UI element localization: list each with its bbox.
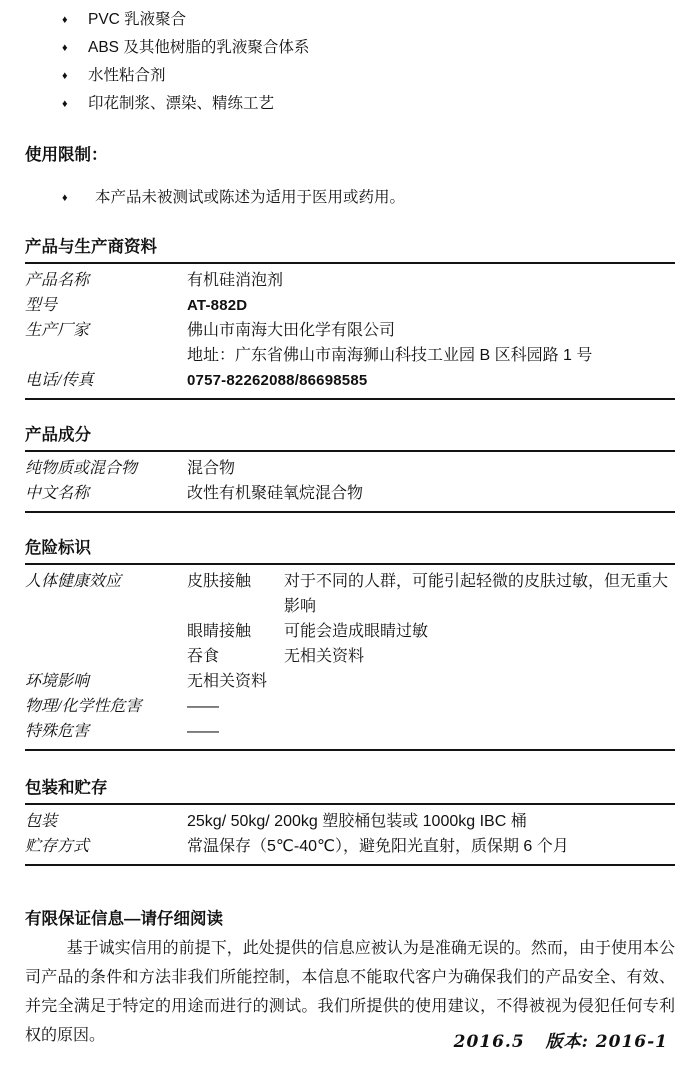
row-value: 无相关资料 [187, 673, 268, 690]
row-label: 生产厂家 [25, 322, 90, 339]
list-item-text: ABS 及其他树脂的乳液聚合体系 [88, 39, 310, 56]
diamond-bullet-icon: ♦ [62, 42, 68, 54]
row-label: 物理/化学性危害 [25, 698, 142, 715]
table-row [25, 809, 675, 834]
table-row [25, 368, 675, 393]
row-sublabel: 吞食 [187, 648, 220, 665]
row-value: 有机硅消泡剂 [187, 272, 284, 289]
list-item [25, 34, 675, 62]
diamond-bullet-icon: ♦ [62, 70, 68, 82]
manufacturer-name: 佛山市南海大田化学有限公司 [187, 322, 396, 339]
table-row [25, 569, 675, 619]
list-item-text: 水性粘合剂 [88, 67, 166, 84]
list-item [25, 62, 675, 90]
table-row [25, 268, 675, 293]
row-label: 人体健康效应 [25, 573, 122, 590]
table-row [25, 834, 675, 859]
table-row [25, 318, 675, 368]
row-description: 对于不同的人群，可能引起轻微的皮肤过敏，但无重大影响 [284, 573, 669, 615]
row-value [187, 318, 675, 368]
section-heading: 危险标识 [25, 537, 675, 565]
table-row [25, 293, 675, 318]
version-footer [454, 1027, 668, 1052]
row-label: 中文名称 [25, 485, 90, 502]
row-label: 电话/传真 [25, 372, 94, 389]
row-value: AT-882D [187, 297, 248, 314]
row-label: 型号 [25, 297, 58, 314]
row-value: 25kg/ 50kg/ 200kg 塑胶桶包装或 1000kg IBC 桶 [187, 813, 527, 830]
section-composition [25, 424, 675, 513]
table-row [25, 619, 675, 644]
row-description: 无相关资料 [284, 648, 365, 665]
diamond-bullet-icon: ♦ [62, 192, 68, 204]
table-row [25, 719, 675, 744]
table-row [25, 694, 675, 719]
section-product-info [25, 236, 675, 400]
row-value: 常温保存（5℃-40℃），避免阳光直射，质保期 6 个月 [187, 838, 569, 855]
section-packaging [25, 777, 675, 866]
section-heading: 包装和贮存 [25, 777, 675, 805]
section-heading: 产品与生产商资料 [25, 236, 675, 264]
manufacturer-address: 地址：广东省佛山市南海狮山科技工业园 B 区科园路 1 号 [187, 347, 593, 364]
footer-version: 版本: 2016-1 [545, 1032, 668, 1052]
application-list [25, 4, 675, 118]
row-label: 环境影响 [25, 673, 90, 690]
row-label: 贮存方式 [25, 838, 90, 855]
table-row [25, 481, 675, 506]
row-label: 产品名称 [25, 272, 90, 289]
row-label: 纯物质或混合物 [25, 460, 138, 477]
list-item-text: PVC 乳液聚合 [88, 11, 187, 28]
warranty-heading: 有限保证信息—请仔细阅读 [25, 910, 223, 928]
row-label: 包装 [25, 813, 58, 830]
list-item-text: 印花制浆、漂染、精练工艺 [88, 95, 275, 112]
usage-restriction-item [25, 184, 675, 212]
row-value: 改性有机聚硅氧烷混合物 [187, 485, 364, 502]
usage-restriction-text: 本产品未被测试或陈述为适用于医用或药用。 [95, 189, 406, 206]
row-value: —— [187, 723, 219, 740]
footer-date: 2016.5 [453, 1032, 525, 1052]
diamond-bullet-icon: ♦ [62, 14, 68, 26]
diamond-bullet-icon: ♦ [62, 98, 68, 110]
table-row [25, 669, 675, 694]
table-row [25, 644, 675, 669]
warranty-paragraph: 基于诚实信用的前提下，此处提供的信息应被认为是准确无误的。然而，由于使用本公司产品的条件和方法非我们所能控制，本信息不能取代客户为确保我们的产品安全、有效、并完全满足于特定的用途而进行的测试。我们所提供的使用建议，不得被视为侵犯任何专利权的原因。 [25, 940, 675, 1044]
row-value: 混合物 [187, 460, 236, 477]
section-heading: 产品成分 [25, 424, 675, 452]
usage-restriction-heading: 使用限制： [25, 146, 108, 164]
section-hazard [25, 537, 675, 751]
row-value: —— [187, 698, 219, 715]
row-description: 可能会造成眼睛过敏 [284, 623, 429, 640]
list-item [25, 90, 675, 118]
row-sublabel: 皮肤接触 [187, 573, 252, 590]
row-sublabel: 眼睛接触 [187, 623, 252, 640]
table-row [25, 456, 675, 481]
list-item [25, 6, 675, 34]
row-label: 特殊危害 [25, 723, 90, 740]
row-value: 0757-82262088/86698585 [187, 372, 368, 389]
